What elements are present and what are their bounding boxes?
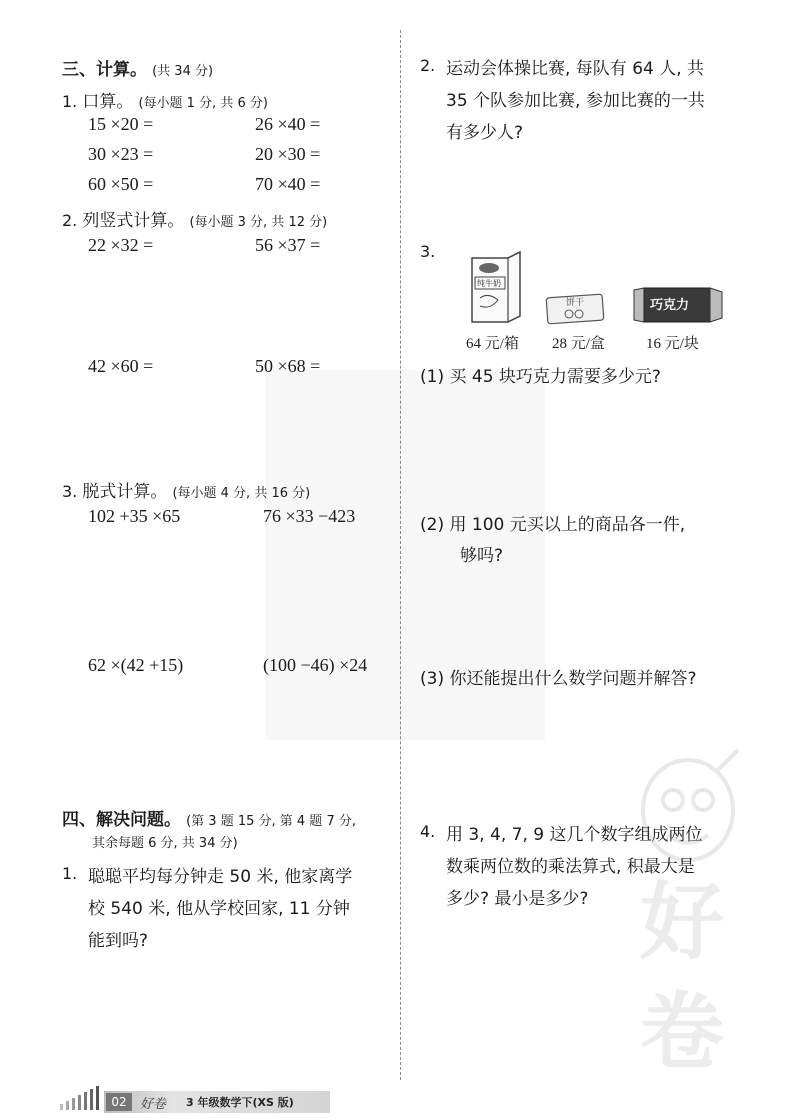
sub-question-1: (1) 买 45 块巧克力需要多少元? xyxy=(420,367,661,387)
q2-number: 2. xyxy=(62,211,78,230)
mascot-watermark-icon xyxy=(628,740,748,870)
section-4-header xyxy=(62,805,356,830)
problem-4-line: 用 3, 4, 7, 9 这几个数字组成两位 xyxy=(446,825,703,845)
problem-2-number: 2. xyxy=(420,56,436,75)
column-divider xyxy=(400,30,401,1080)
q1-header xyxy=(62,87,268,112)
q3-title: 脱式计算。 xyxy=(82,482,168,502)
problem-1-line: 校 540 米, 他从学校回家, 11 分钟 xyxy=(88,899,350,919)
footer-brand: 好卷 xyxy=(140,1097,167,1112)
problem-1-line: 能到吗? xyxy=(88,931,149,951)
sub-question-3: (3) 你还能提出什么数学问题并解答? xyxy=(420,669,697,689)
oral-calc-item: 60 ×50 = xyxy=(88,174,154,194)
q2-header xyxy=(62,206,327,231)
oral-calc-item: 20 ×30 = xyxy=(255,144,321,164)
biscuit-label: 饼干 xyxy=(566,298,585,308)
problem-4-number: 4. xyxy=(420,822,436,841)
problem-1-line: 聪聪平均每分钟走 50 米, 他家离学 xyxy=(88,867,353,887)
section-4-title: 四、解决问题。 xyxy=(62,810,181,830)
q3-note: (每小题 4 分, 共 16 分) xyxy=(172,486,311,501)
problem-4-line: 数乘两位数的乘法算式, 积最大是 xyxy=(446,857,695,877)
step-calc-item: 102 +35 ×65 xyxy=(88,506,181,526)
price-milk: 64 元/箱 xyxy=(466,336,519,352)
problem-3-number: 3. xyxy=(420,242,436,261)
problem-4-line: 多少? 最小是多少? xyxy=(446,889,589,909)
step-calc-item: (100 −46) ×24 xyxy=(263,655,368,675)
vertical-calc-item: 22 ×32 = xyxy=(88,235,154,255)
section-4-note: (第 3 题 15 分, 第 4 题 7 分, xyxy=(186,814,356,829)
problem-2-line: 有多少人? xyxy=(446,123,524,143)
step-calc-item: 76 ×33 −423 xyxy=(263,506,356,526)
section-4-note-cont: 其余每题 6 分, 共 34 分) xyxy=(92,836,238,851)
q2-title: 列竖式计算。 xyxy=(82,211,185,231)
problem-2-line: 35 个队参加比赛, 参加比赛的一共 xyxy=(446,91,705,111)
milk-label: 纯牛奶 xyxy=(477,279,501,288)
chocolate-label: 巧克力 xyxy=(650,298,690,313)
q2-note: (每小题 3 分, 共 12 分) xyxy=(189,215,328,230)
q1-number: 1. xyxy=(62,92,78,111)
sub-question-2-cont: 够吗? xyxy=(460,546,504,566)
watermark-char: 好 xyxy=(640,873,725,971)
oral-calc-item: 70 ×40 = xyxy=(255,174,321,194)
problem-1-number: 1. xyxy=(62,864,78,883)
q1-title: 口算。 xyxy=(82,92,134,112)
q3-header xyxy=(62,477,310,502)
oral-calc-item: 15 ×20 = xyxy=(88,114,154,134)
footer-page-number: 02 xyxy=(106,1093,132,1111)
q1-note: (每小题 1 分, 共 6 分) xyxy=(138,96,268,111)
q3-number: 3. xyxy=(62,482,78,501)
footer-label: 3 年级数学下(XS 版) xyxy=(186,1096,294,1109)
footer-bars-icon xyxy=(58,1086,104,1112)
oral-calc-item: 30 ×23 = xyxy=(88,144,154,164)
section-3-note: (共 34 分) xyxy=(152,64,214,79)
problem-2-line: 运动会体操比赛, 每队有 64 人, 共 xyxy=(446,59,705,79)
price-chocolate: 16 元/块 xyxy=(646,336,699,352)
section-3-title: 三、计算。 xyxy=(62,60,147,80)
step-calc-item: 62 ×(42 +15) xyxy=(88,655,184,675)
sub-question-2: (2) 用 100 元买以上的商品各一件, xyxy=(420,515,686,535)
price-biscuit: 28 元/盒 xyxy=(552,336,605,352)
vertical-calc-item: 50 ×68 = xyxy=(255,356,321,376)
vertical-calc-item: 42 ×60 = xyxy=(88,356,154,376)
section-3-header xyxy=(62,55,213,80)
watermark-char: 卷 xyxy=(640,983,725,1081)
oral-calc-item: 26 ×40 = xyxy=(255,114,321,134)
vertical-calc-item: 56 ×37 = xyxy=(255,235,321,255)
